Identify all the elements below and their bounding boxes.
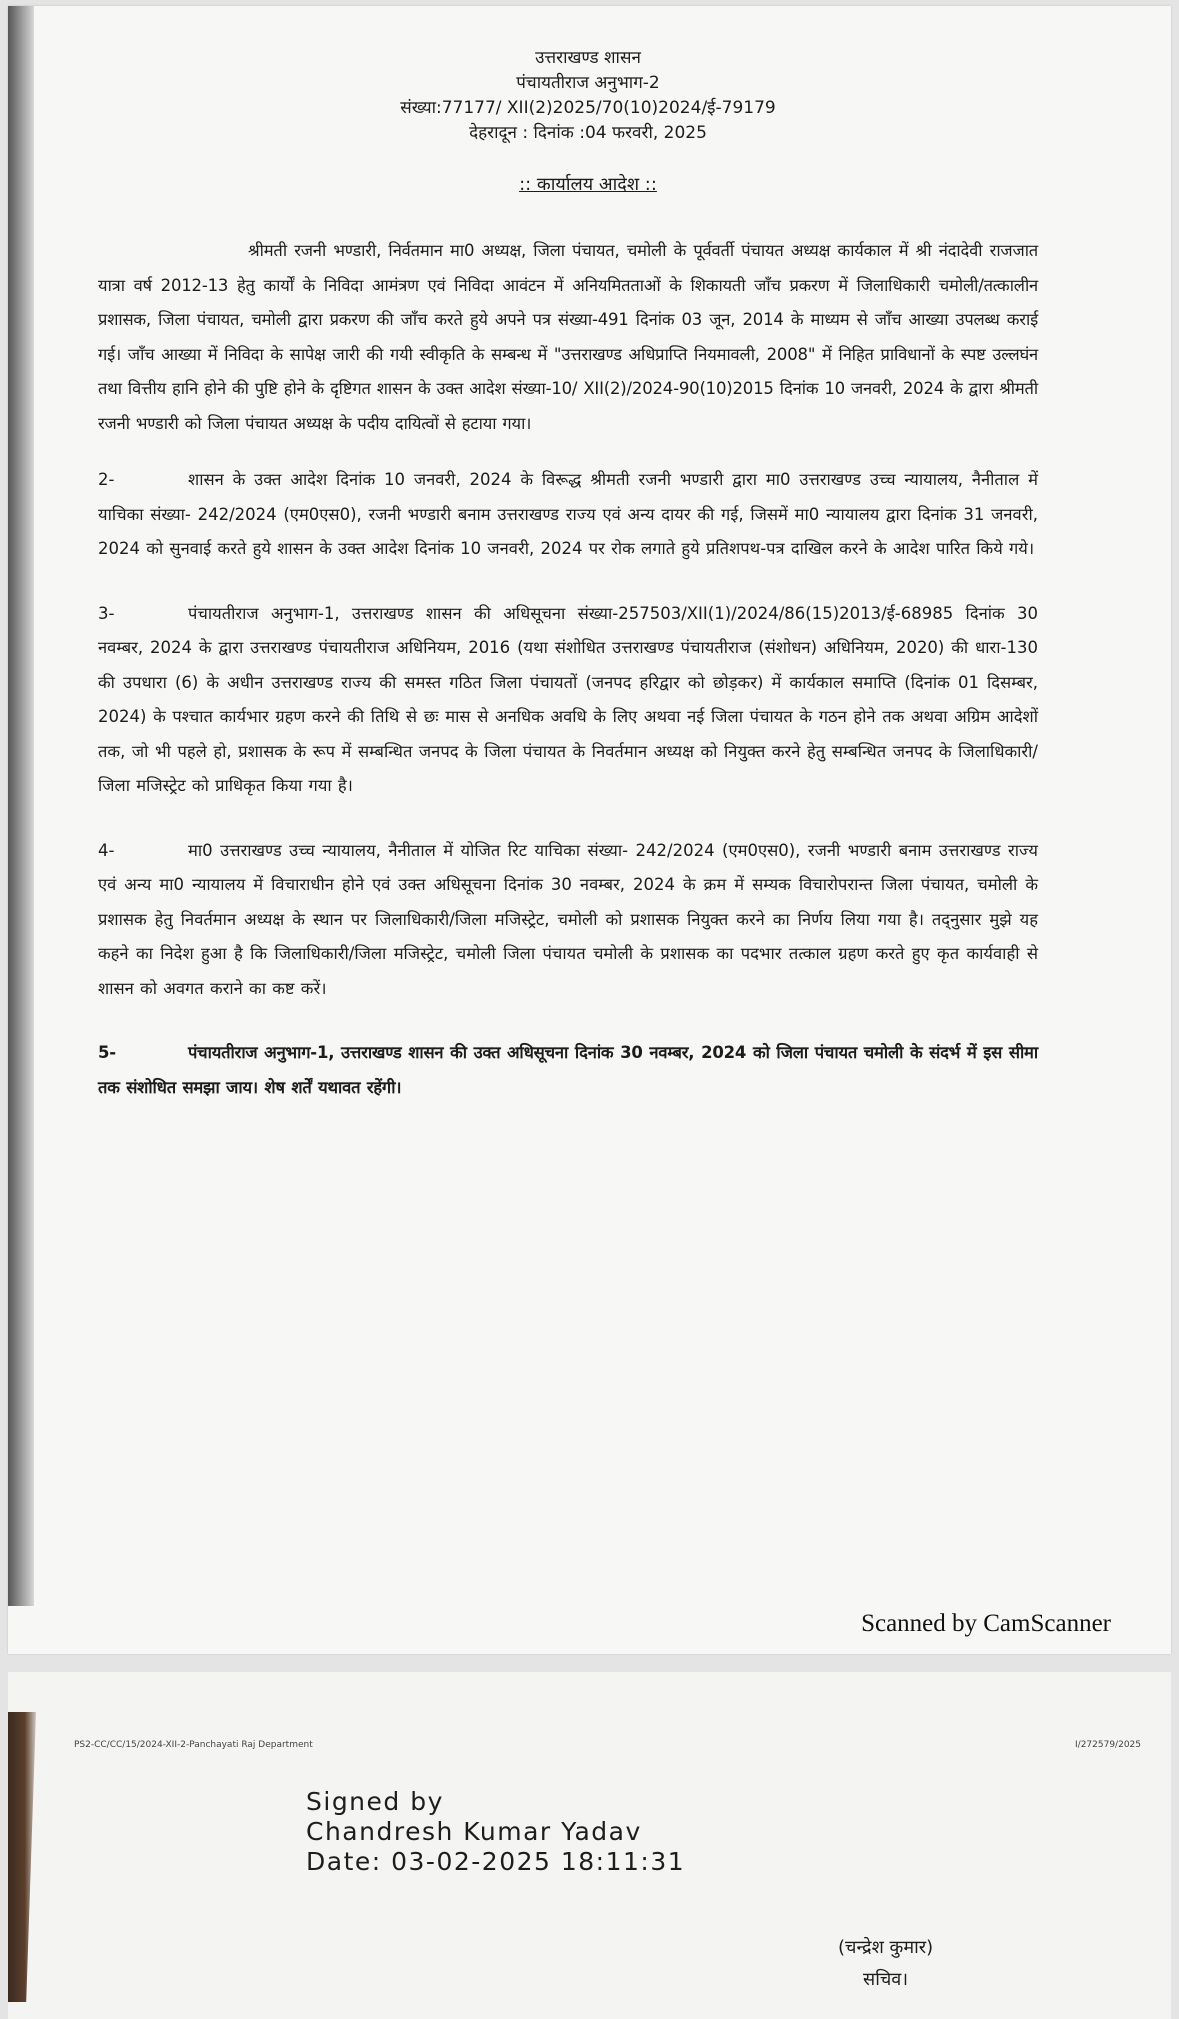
- signatory-block: [838, 1932, 933, 1996]
- paragraph-1: [98, 234, 1038, 441]
- header-reference-number: संख्या:77177/ XII(2)2025/70(10)2024/ई-79179: [400, 98, 776, 118]
- signer-name-english: Chandresh Kumar Yadav: [306, 1817, 642, 1846]
- signature-date: Date: 03-02-2025 18:11:31: [306, 1847, 686, 1876]
- page-content: [98, 46, 1038, 1105]
- e-file-reference: PS2-CC/CC/15/2024-XII-2-Panchayati Raj Department: [74, 1740, 313, 1750]
- header-government: उत्तराखण्ड शासन: [535, 48, 641, 68]
- page-edge-shadow: [8, 6, 34, 1606]
- paragraph-number: 3-: [98, 603, 115, 623]
- paragraph-text: पंचायतीराज अनुभाग-1, उत्तराखण्ड शासन की उक्त अधिसूचना दिनांक 30 नवम्बर, 2024 को जिला पंचायत चमोली के संदर्भ में इस सीमा तक संशोधित समझा जाय। शेष शर्तें यथावत रहेंगी।: [98, 1043, 1038, 1097]
- signer-name-hindi: (चन्द्रेश कुमार): [838, 1937, 934, 1958]
- paragraph-number: 5-: [98, 1043, 116, 1062]
- signed-by-label: Signed by: [306, 1787, 444, 1816]
- paragraph-number: 4-: [98, 840, 115, 860]
- paragraph-4: [98, 834, 1038, 1007]
- signer-designation: सचिव।: [863, 1969, 909, 1990]
- paragraph-text: शासन के उक्त आदेश दिनांक 10 जनवरी, 2024 के विरूद्ध श्रीमती रजनी भण्डारी द्वारा मा0 उत्तराखण्ड उच्च न्यायालय, नैनीताल में याचिका संख्या- 242/2024 (एम0एस0), रजनी भण्डारी बनाम उत्तराखण्ड राज्य एवं अन्य दायर की गई, जिसमें मा0 न्यायालय द्वारा दिनांक 31 जनवरी, 2024 को सुनवाई करते हुये शासन के उक्त आदेश दिनांक 10 जनवरी, 2024 पर रोक लगाते हुये प्रतिशपथ-पत्र दाखिल करने के आदेश पारित किये गये।: [98, 470, 1038, 558]
- header-department: पंचायतीराज अनुभाग-2: [516, 73, 660, 93]
- header-place-date: देहरादून : दिनांक :04 फरवरी, 2025: [469, 123, 707, 143]
- paragraph-number: 2-: [98, 470, 115, 489]
- digital-signature-block: [306, 1787, 685, 1877]
- e-file-number: I/272579/2025: [1075, 1740, 1141, 1750]
- paragraph-2: [98, 463, 1038, 567]
- document-page-1: [8, 6, 1171, 1654]
- office-order-title: :: कार्यालय आदेश ::: [519, 174, 657, 195]
- paragraph-text: मा0 उत्तराखण्ड उच्च न्यायालय, नैनीताल में योजित रिट याचिका संख्या- 242/2024 (एम0एस0), रजनी भण्डारी बनाम उत्तराखण्ड राज्य एवं अन्य मा0 न्यायालय में विचाराधीन होने एवं उक्त अधिसूचना दिनांक 30 नवम्बर, 2024 के क्रम में सम्यक विचारोपरान्त जिला पंचायत, चमोली के प्रशासक हेतु निवर्तमान अध्यक्ष के स्थान पर जिलाधिकारी/जिला मजिस्ट्रेट, चमोली को प्रशासक नियुक्त करने का निर्णय लिया गया है। तद्नुसार मुझे यह कहने का निदेश हुआ है कि जिलाधिकारी/जिला मजिस्ट्रेट, चमोली जिला पंचायत चमोली के प्रशासक का पदभार तत्काल ग्रहण करते हुए कृत कार्यवाही से शासन को अवगत कराने का कष्ट करें।: [98, 840, 1038, 998]
- scanner-watermark: Scanned by CamScanner: [861, 1610, 1111, 1637]
- paragraph-text: श्रीमती रजनी भण्डारी, निर्वतमान मा0 अध्यक्ष, जिला पंचायत, चमोली के पूर्ववर्ती पंचायत अध्यक्ष कार्यकाल में श्री नंदादेवी राजजात यात्रा वर्ष 2012-13 हेतु कार्यों के निविदा आमंत्रण एवं निविदा आवंटन में अनियमितताओं के शिकायती जाँच प्रकरण में जिलाधिकारी चमोली/तत्कालीन प्रशासक, जिला पंचायत, चमोली द्वारा प्रकरण की जाँच करते हुये अपने पत्र संख्या-491 दिनांक 03 जून, 2014 के माध्यम से जाँच आख्या उपलब्ध कराई गई। जाँच आख्या में निविदा के सापेक्ष जारी की गयी स्वीकृति के सम्बन्ध में "उत्तराखण्ड अधिप्राप्ति नियमावली, 2008" में निहित प्राविधानों के स्पष्ट उल्लघंन तथा वित्तीय हानि होने की पुष्टि होने के दृष्टिगत शासन के उक्त आदेश संख्या-10/ XII(2)/2024-90(10)2015 दिनांक 10 जनवरी, 2024 के द्वारा श्रीमती रजनी भण्डारी को जिला पंचायत अध्यक्ष के पदीय दायित्वों से हटाया गया।: [98, 241, 1038, 433]
- paragraph-5: [98, 1036, 1038, 1105]
- letter-header: [138, 46, 1038, 146]
- paragraph-text: पंचायतीराज अनुभाग-1, उत्तराखण्ड शासन की अधिसूचना संख्या-257503/XII(1)/2024/86(15)2013/ई-68985 दिनांक 30 नवम्बर, 2024 के द्वारा उत्तराखण्ड पंचायतीराज अधिनियम, 2016 (यथा संशोधित उत्तराखण्ड पंचायतीराज (संशोधन) अधिनियम, 2020) की धारा-130 की उपधारा (6) के अधीन उत्तराखण्ड राज्य की समस्त गठित जिला पंचायतों (जनपद हरिद्वार को छोड़कर) में कार्यकाल समाप्ति (दिनांक 01 दिसम्बर, 2024) के पश्चात कार्यभार ग्रहण करने की तिथि से छः मास से अनधिक अवधि के लिए अथवा नई जिला पंचायत के गठन होने तक अथवा अग्रिम आदेशों तक, जो भी पहले हो, प्रशासक के रूप में सम्बन्धित जनपद के जिला पंचायत के निवर्तमान अध्यक्ष को नियुक्त करने हेतु सम्बन्धित जनपद के जिलाधिकारी/जिला मजिस्ट्रेट को प्राधिकृत किया गया है।: [98, 603, 1038, 795]
- document-page-2: [8, 1672, 1171, 2019]
- page-edge-shadow: [8, 1712, 36, 2002]
- paragraph-3: [98, 597, 1038, 804]
